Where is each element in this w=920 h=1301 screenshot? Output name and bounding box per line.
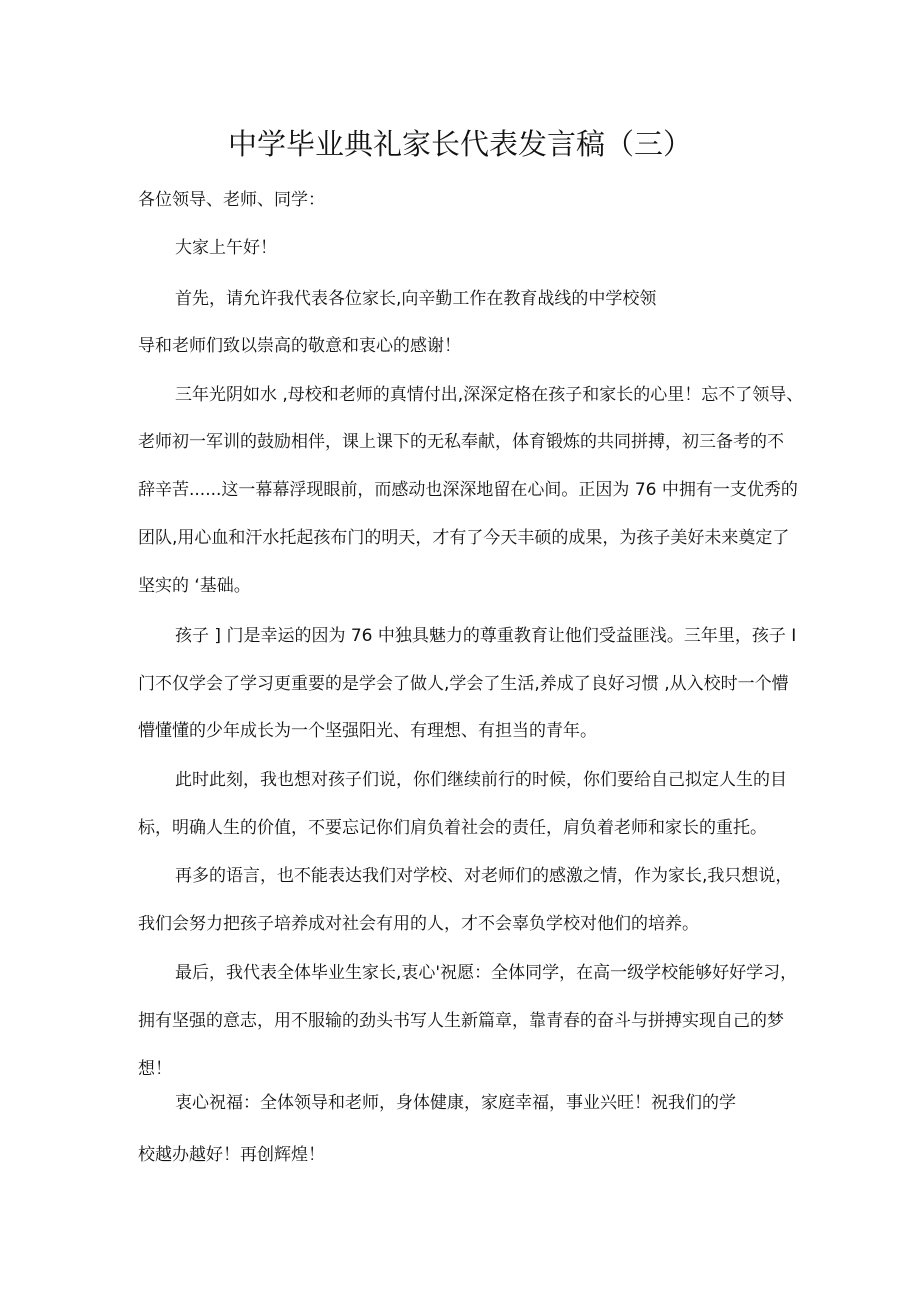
paragraph-2-line-3: 辞辛苦......这一幕幕浮现眼前，而感动也深深地留在心间。正因为 76 中拥有一支优秀的 — [138, 480, 798, 500]
paragraph-3-line-2: 门不仅学会了学习更重要的是学会了做人,学会了生活,养成了良好习惯 ,从入校时一个懵 — [138, 674, 789, 694]
paragraph-5-line-2: 我们会努力把孩子培养成对社会有用的人，才不会辜负学校对他们的培养。 — [138, 914, 699, 934]
paragraph-1-line-2: 导和老师们致以崇高的敬意和衷心的感谢！ — [138, 336, 461, 356]
paragraph-4-line-1: 此时此刻，我也想对孩子们说，你们继续前行的时候，你们要给自己拟定人生的目 — [175, 770, 787, 790]
paragraph-3-line-3: 懵懂懂的少年成长为一个坚强阳光、有理想、有担当的青年。 — [138, 721, 597, 741]
paragraph-3-line-1: 孩子 ] 门是幸运的因为 76 中独具魅力的尊重教育让他们受益匪浅。三年里，孩子 I — [175, 626, 797, 646]
paragraph-2-line-2: 老师初一军训的鼓励相伴，课上课下的无私奉献，体育锻炼的共同拼搏，初三备考的不 — [138, 432, 784, 452]
paragraph-7-line-1: 衷心祝福：全体领导和老师，身体健康，家庭幸福，事业兴旺！祝我们的学 — [175, 1093, 736, 1113]
paragraph-6-line-3: 想！ — [138, 1059, 172, 1079]
paragraph-2-line-1: 三年光阴如水 ,母校和老师的真情付出,深深定格在孩子和家长的心里！忘不了领导、 — [175, 385, 804, 405]
paragraph-6-line-1: 最后，我代表全体毕业生家长,衷心'祝愿：全体同学，在高一级学校能够好好学习， — [175, 963, 798, 983]
paragraph-6-line-2: 拥有坚强的意志，用不服输的劲头书写人生新篇章，靠青春的奋斗与拼搏实现自己的梦 — [138, 1011, 784, 1031]
greeting: 大家上午好！ — [175, 238, 277, 258]
paragraph-5-line-1: 再多的语言，也不能表达我们对学校、对老师们的感激之情，作为家长,我只想说， — [175, 866, 793, 886]
paragraph-2-line-4: 团队,用心血和汗水托起孩布门的明天，才有了今天丰硕的成果，为孩子美好未来奠定了 — [138, 528, 790, 548]
paragraph-4-line-2: 标，明确人生的价值，不要忘记你们肩负着社会的责任，肩负着老师和家长的重托。 — [138, 818, 767, 838]
paragraph-7-line-2: 校越办越好！再创辉煌！ — [138, 1145, 325, 1165]
paragraph-2-line-5: 坚实的 ‘基础。 — [138, 576, 251, 596]
document-title: 中学毕业典礼家长代表发言稿（三） — [227, 127, 692, 161]
paragraph-1-line-1: 首先，请允许我代表各位家长,向辛勤工作在教育战线的中学校领 — [175, 289, 657, 309]
salutation: 各位领导、老师、同学： — [138, 190, 325, 210]
